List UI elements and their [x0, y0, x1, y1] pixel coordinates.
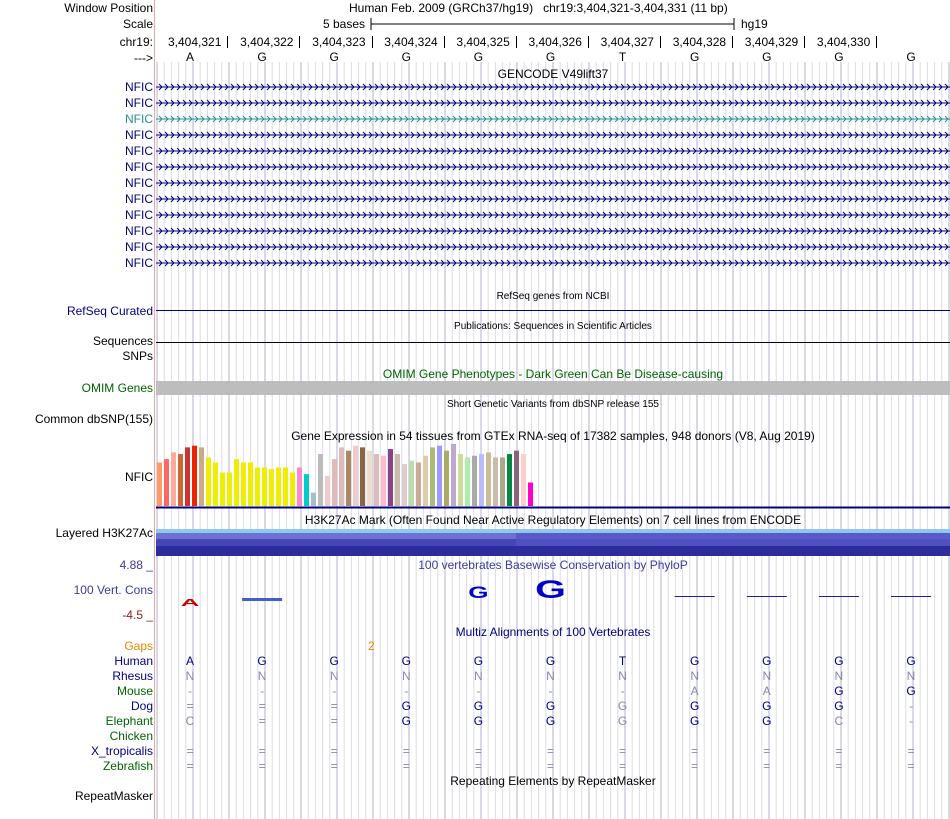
base-letter: G: [545, 50, 556, 64]
gtex-tissue-bar: [276, 467, 281, 506]
phylop-logo-letter: G: [468, 583, 489, 602]
gtex-tissue-bar: [255, 467, 260, 506]
alignment-base: N: [690, 669, 700, 683]
alignment-base: =: [546, 744, 554, 758]
gtex-tissue-bar: [360, 447, 365, 506]
alignment-base: C: [185, 714, 195, 728]
alignment-base: =: [330, 699, 338, 713]
alignment-base: -: [909, 699, 913, 713]
alignment-base: =: [907, 759, 915, 773]
gtex-tissue-bar: [514, 451, 519, 506]
gencode-transcript-label[interactable]: NFIC: [125, 176, 153, 190]
gtex-tissue-bar: [388, 449, 393, 506]
gtex-tissue-bar: [220, 472, 225, 506]
coordinate-tick-label: 3,404,328: [673, 35, 733, 49]
phylop-max-label: 4.88 _: [119, 558, 153, 572]
h3k27ac-layer: [516, 533, 950, 539]
base-letter: G: [329, 50, 339, 64]
h3k27ac-layer: [156, 539, 516, 546]
gtex-tissue-bar: [479, 454, 484, 506]
alignment-base: G: [834, 684, 844, 698]
gencode-transcripts[interactable]: [156, 80, 950, 288]
coordinate-tick-label: 3,404,325: [456, 35, 516, 49]
gtex-tissue-bar: [465, 457, 470, 506]
alignment-base: T: [618, 654, 627, 668]
gtex-tissue-bar: [185, 447, 190, 506]
gtex-tissue-bar: [402, 464, 407, 506]
coordinate-tick: [588, 36, 589, 48]
alignment-base: =: [186, 759, 194, 773]
gtex-tissue-bar: [500, 457, 505, 506]
alignment-base: N: [474, 669, 483, 683]
alignment-base: =: [619, 759, 627, 773]
h3k27ac-layer: [156, 546, 950, 556]
gaps-label: Gaps: [124, 639, 153, 653]
alignment-base: =: [402, 759, 410, 773]
alignment-base: G: [690, 654, 700, 668]
species-label[interactable]: Rhesus: [112, 669, 153, 683]
alignment-base: G: [906, 654, 916, 668]
gencode-transcript-label[interactable]: NFIC: [125, 240, 153, 254]
assembly-title[interactable]: Human Feb. 2009 (GRCh37/hg19) chr19:3,404,321-3,404,331 (11 bp): [349, 1, 728, 15]
gtex-tissue-bar: [353, 446, 358, 506]
gtex-tissue-bar: [493, 457, 498, 506]
gencode-transcript-label[interactable]: NFIC: [125, 112, 153, 126]
alignment-base: G: [401, 654, 411, 668]
gtex-tissue-bar: [157, 462, 162, 506]
gencode-transcript-label[interactable]: NFIC: [125, 208, 153, 222]
multiz-title[interactable]: Multiz Alignments of 100 Vertebrates: [455, 625, 651, 639]
alignment-base: G: [617, 714, 628, 728]
coordinate-tick-label: 3,404,329: [745, 35, 805, 49]
alignment-base: G: [329, 654, 339, 668]
gtex-tissue-bar: [171, 452, 176, 506]
coordinate-tick: [660, 36, 661, 48]
scale-text: 5 bases: [323, 17, 366, 31]
h3k27ac-layer: [516, 529, 950, 533]
coordinate-tick-label: 3,404,330: [817, 35, 877, 49]
alignment-base: A: [185, 654, 194, 668]
alignment-base: G: [834, 699, 844, 713]
alignment-base: N: [834, 669, 844, 683]
alignment-base: =: [186, 744, 194, 758]
alignment-base: N: [762, 669, 772, 683]
coordinate-tick-label: 3,404,322: [240, 35, 300, 49]
gtex-tissue-bar: [437, 446, 442, 506]
repeatmasker-label[interactable]: RepeatMasker: [74, 789, 153, 803]
gtex-tissue-bar: [521, 454, 526, 506]
gencode-transcript-label[interactable]: NFIC: [125, 256, 153, 270]
coordinate-tick: [372, 36, 373, 48]
gtex-tissue-bar: [311, 493, 316, 506]
alignment-base: -: [260, 684, 265, 698]
species-label[interactable]: Mouse: [116, 684, 153, 698]
alignment-base: C: [834, 714, 844, 728]
alignment-base: N: [185, 669, 195, 683]
alignment-base: G: [834, 654, 844, 668]
alignment-base: G: [257, 654, 267, 668]
base-letter: G: [762, 50, 772, 64]
omim-label[interactable]: OMIM Genes: [81, 381, 153, 395]
alignment-base: G: [473, 699, 484, 713]
alignment-base: G: [545, 699, 556, 713]
alignment-base: =: [258, 714, 266, 728]
gtex-tissue-bar: [304, 474, 309, 506]
alignment-base: =: [763, 744, 771, 758]
coordinate-tick: [299, 36, 300, 48]
coordinate-tick: [876, 36, 877, 48]
alignment-base: N: [401, 669, 411, 683]
gtex-tissue-bar: [262, 467, 267, 506]
gtex-tissue-bar: [213, 462, 218, 506]
coordinate-tick-label: 3,404,324: [384, 35, 444, 49]
gtex-tissue-bar: [325, 476, 330, 506]
publications-title[interactable]: Publications: Sequences in Scientific Articles: [454, 321, 652, 332]
alignment-base: =: [763, 759, 771, 773]
alignment-base: N: [906, 669, 916, 683]
base-letter: G: [906, 50, 916, 64]
alignment-base: G: [473, 714, 484, 728]
snps-label: SNPs: [122, 349, 153, 363]
phylop-conservation-logo[interactable]: [156, 576, 950, 612]
gtex-title[interactable]: Gene Expression in 54 tissues from GTEx RNA-seq of 17382 samples, 948 donors (V8, Aug 2019): [291, 429, 815, 443]
alignment-base: =: [907, 744, 915, 758]
alignment-base: =: [330, 744, 338, 758]
gtex-tissue-bar: [528, 483, 533, 506]
gtex-tissue-bar: [507, 454, 512, 506]
species-label[interactable]: Zebrafish: [102, 759, 153, 773]
alignment-base: =: [691, 759, 699, 773]
gencode-title[interactable]: GENCODE V49lift37: [497, 67, 609, 81]
refseq-gene-line[interactable]: [156, 310, 950, 311]
species-label[interactable]: Dog: [130, 699, 153, 713]
refseq-title[interactable]: RefSeq genes from NCBI: [496, 291, 610, 302]
alignment-base: N: [257, 669, 267, 683]
gtex-tissue-bar: [416, 462, 421, 506]
omim-gene-bar[interactable]: [156, 381, 950, 395]
scale-bar: [370, 16, 736, 32]
gtex-expression-chart[interactable]: [156, 443, 950, 509]
gtex-label[interactable]: NFIC: [125, 470, 153, 484]
gtex-tissue-bar: [451, 444, 456, 506]
base-letter: G: [401, 50, 411, 64]
gencode-transcript-label[interactable]: NFIC: [125, 80, 153, 94]
gtex-tissue-bar: [178, 454, 183, 506]
phylop-label[interactable]: 100 Vert. Cons: [73, 583, 153, 597]
coordinate-tick-label: 3,404,321: [168, 35, 228, 49]
phylop-logo-letter: G: [535, 576, 566, 604]
species-label[interactable]: Human: [114, 654, 153, 668]
base-letter: A: [185, 50, 194, 64]
dbsnp-label[interactable]: Common dbSNP(155): [34, 412, 153, 426]
phylop-score-mark: [891, 596, 931, 597]
h3k27ac-title[interactable]: H3K27Ac Mark (Often Found Near Active Regulatory Elements) on 7 cell lines from ENCODE: [304, 513, 802, 527]
alignment-base: N: [618, 669, 627, 683]
alignment-base: N: [329, 669, 339, 683]
gtex-tissue-bar: [297, 467, 302, 506]
omim-title[interactable]: OMIM Gene Phenotypes - Dark Green Can Be Disease-causing: [382, 367, 724, 381]
alignment-base: -: [620, 684, 625, 698]
gtex-tissue-bar: [227, 472, 232, 506]
alignment-base: G: [401, 714, 411, 728]
alignment-base: -: [332, 684, 337, 698]
phylop-title[interactable]: 100 vertebrates Basewise Conservation by PhyloP: [418, 558, 688, 572]
phylop-score-mark: [675, 596, 715, 597]
base-letter: T: [618, 50, 627, 64]
scale-label: Scale: [122, 17, 153, 31]
chrom-label: chr19:: [119, 35, 153, 49]
alignment-base: N: [546, 669, 555, 683]
alignment-base: =: [546, 759, 554, 773]
alignment-base: =: [258, 744, 266, 758]
alignment-base: =: [402, 744, 410, 758]
publications-line[interactable]: [156, 342, 950, 343]
phylop-score-mark: [747, 596, 787, 597]
gencode-transcript-label[interactable]: NFIC: [125, 128, 153, 142]
base-letter: G: [834, 50, 844, 64]
alignment-base: =: [835, 759, 843, 773]
alignment-base: G: [762, 699, 772, 713]
gtex-tissue-bar: [283, 467, 288, 506]
alignment-base: -: [548, 684, 553, 698]
gtex-tissue-bar: [164, 459, 169, 506]
alignment-base: G: [690, 699, 700, 713]
alignment-base: G: [906, 684, 916, 698]
alignment-base: G: [473, 654, 484, 668]
gtex-tissue-bar: [374, 454, 379, 506]
gtex-tissue-bar: [409, 461, 414, 506]
alignment-base: -: [476, 684, 481, 698]
gtex-tissue-bar: [381, 456, 386, 506]
coordinate-tick: [732, 36, 733, 48]
species-label[interactable]: Elephant: [105, 714, 153, 728]
gtex-tissue-bar: [206, 457, 211, 506]
coordinate-tick-label: 3,404,323: [312, 35, 372, 49]
gtex-tissue-bar: [199, 447, 204, 506]
alignment-base: G: [762, 654, 772, 668]
gtex-tissue-bar: [423, 456, 428, 506]
gencode-transcript-label[interactable]: NFIC: [125, 160, 153, 174]
alignment-base: =: [835, 744, 843, 758]
alignment-base: -: [909, 714, 913, 728]
alignment-base: G: [401, 699, 411, 713]
h3k27ac-layer: [156, 529, 516, 533]
gtex-tissue-bar: [367, 451, 372, 506]
alignment-base: -: [404, 684, 409, 698]
alignment-base: =: [474, 744, 482, 758]
gtex-tissue-bar: [192, 446, 197, 506]
alignment-base: G: [762, 714, 772, 728]
gtex-tissue-bar: [472, 456, 477, 506]
alignment-base: A: [690, 684, 699, 698]
sequences-label[interactable]: Sequences: [92, 334, 153, 348]
phylop-score-mark: [819, 596, 859, 597]
phylop-score-mark: [242, 598, 282, 601]
gtex-tissue-bar: [458, 454, 463, 506]
alignment-base: G: [545, 654, 556, 668]
species-label[interactable]: Chicken: [109, 729, 153, 743]
gtex-tissue-bar: [290, 472, 295, 506]
alignment-base: =: [619, 744, 627, 758]
base-letter: G: [473, 50, 484, 64]
gencode-transcript-label[interactable]: NFIC: [125, 224, 153, 238]
gtex-tissue-bar: [318, 454, 323, 506]
gtex-tissue-bar: [486, 452, 491, 506]
gtex-tissue-bar: [444, 451, 449, 506]
db-label: hg19: [741, 17, 768, 31]
repeatmasker-title[interactable]: Repeating Elements by RepeatMasker: [450, 774, 656, 788]
strand-label: --->: [134, 51, 153, 65]
coordinate-tick-label: 3,404,327: [601, 35, 661, 49]
phylop-min-label: -4.5 _: [122, 608, 153, 622]
gtex-tissue-bar: [395, 454, 400, 506]
gencode-transcript-label[interactable]: NFIC: [125, 144, 153, 158]
refseq-label[interactable]: RefSeq Curated: [66, 304, 153, 318]
species-label[interactable]: X_tropicalis: [90, 744, 153, 758]
gtex-tissue-bar: [339, 447, 344, 506]
gencode-transcript-label[interactable]: NFIC: [125, 192, 153, 206]
alignment-base: =: [186, 699, 194, 713]
alignment-base: =: [258, 759, 266, 773]
coordinate-tick: [516, 36, 517, 48]
coordinate-tick-label: 3,404,326: [529, 35, 589, 49]
alignment-base: =: [330, 714, 338, 728]
h3k27ac-label[interactable]: Layered H3K27Ac: [55, 526, 153, 540]
gtex-tissue-bar: [346, 451, 351, 506]
alignment-base: G: [545, 714, 556, 728]
base-letter: G: [257, 50, 267, 64]
alignment-base: =: [330, 759, 338, 773]
alignment-base: G: [690, 714, 700, 728]
gtex-tissue-bar: [269, 469, 274, 506]
alignment-base: A: [762, 684, 771, 698]
gtex-tissue-bar: [234, 459, 239, 506]
alignment-base: =: [474, 759, 482, 773]
h3k27ac-signal[interactable]: [156, 529, 950, 556]
alignment-base: =: [258, 699, 266, 713]
dbsnp-title[interactable]: Short Genetic Variants from dbSNP release 155: [447, 399, 659, 410]
gtex-tissue-bar: [430, 447, 435, 506]
phylop-logo-letter: A: [180, 597, 200, 609]
window-position-label: Window Position: [64, 1, 153, 15]
coordinate-tick: [227, 36, 228, 48]
alignment-base: =: [691, 744, 699, 758]
gtex-tissue-bar: [248, 462, 253, 506]
gap-value: 2: [368, 639, 375, 653]
gtex-tissue-bar: [241, 462, 246, 506]
coordinate-tick: [444, 36, 445, 48]
gtex-tissue-bar: [332, 459, 337, 506]
base-letter: G: [690, 50, 700, 64]
alignment-base: -: [188, 684, 192, 698]
alignment-base: G: [617, 699, 628, 713]
h3k27ac-layer: [156, 533, 516, 539]
gencode-transcript-label[interactable]: NFIC: [125, 96, 153, 110]
h3k27ac-layer: [516, 539, 950, 546]
label-divider: [154, 0, 155, 819]
coordinate-tick: [804, 36, 805, 48]
